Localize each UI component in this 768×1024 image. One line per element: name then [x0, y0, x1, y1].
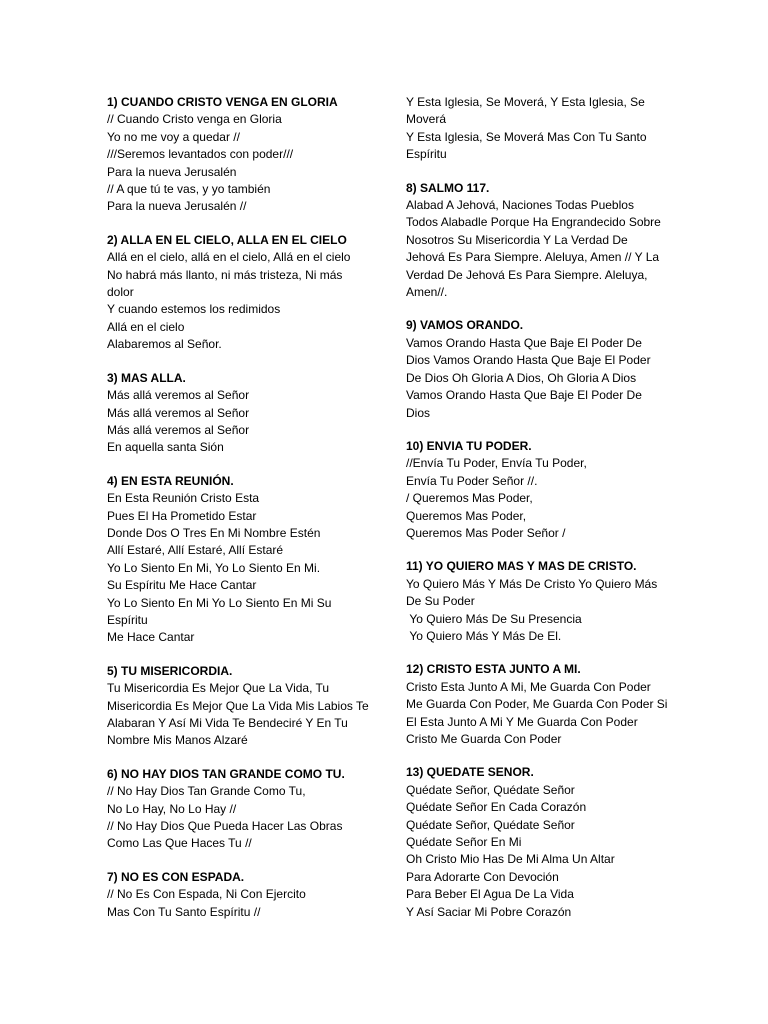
song-title: 9) VAMOS ORANDO.	[406, 318, 524, 333]
song-block	[406, 317, 668, 421]
song-title: 8) SALMO 117.	[406, 180, 490, 195]
song-block	[107, 473, 369, 647]
song-title: 5) TU MISERICORDIA.	[107, 663, 233, 678]
right-column	[406, 94, 671, 937]
lyric-line: En aquella santa Sión	[107, 440, 224, 455]
song-block	[107, 370, 369, 457]
lyric-line: Yo Lo Siento En Mi, Yo Lo Siento En Mi.	[107, 560, 321, 575]
lyric-line: Yo Lo Siento En Mi Yo Lo Siento En Mi Su Espíritu	[107, 595, 335, 627]
lyric-line: Yo Quiero Más Y Más De Cristo Yo Quiero Más De Su Poder	[406, 576, 661, 609]
lyric-line: // Cuando Cristo venga en Gloria	[107, 112, 282, 127]
lyric-line: // No Hay Dios Que Pueda Hacer Las Obras	[107, 819, 343, 834]
lyric-line: Para Beber El Agua De La Vida	[406, 887, 574, 902]
song-title: 3) MAS ALLA.	[107, 370, 186, 385]
lyric-line: / Queremos Mas Poder,	[406, 491, 533, 506]
song-block	[406, 438, 668, 542]
lyric-line: Vamos Orando Hasta Que Baje El Poder De Dios Vamos Orando Hasta Que Baje El Poder De Dios Oh Gloria A Dios, Oh Gloria A Dios Vamos Orando Hasta Que Baje El Poder De Dios	[406, 335, 654, 420]
lyric-line: Y Esta Iglesia, Se Moverá, Y Esta Iglesia, Se Moverá	[406, 95, 649, 127]
lyric-line: Más allá veremos al Señor	[107, 422, 250, 437]
lyric-line: Para la nueva Jerusalén //	[107, 199, 247, 214]
lyric-line: Mas Con Tu Santo Espíritu //	[107, 904, 261, 919]
lyric-line: Pues El Ha Prometido Estar	[107, 508, 257, 523]
lyric-line: Allá en el cielo, allá en el cielo, Allá en el cielo	[107, 250, 351, 265]
lyric-line: Más allá veremos al Señor	[107, 405, 250, 420]
lyric-line: Y cuando estemos los redimidos	[107, 302, 281, 317]
song-block	[107, 869, 369, 921]
lyric-line: Queremos Mas Poder,	[406, 508, 527, 523]
lyric-line: No habrá más llanto, ni más tristeza, Ni más dolor	[107, 267, 346, 300]
lyric-line: Me Hace Cantar	[107, 630, 195, 645]
lyric-line: Queremos Mas Poder Señor /	[406, 525, 566, 540]
lyric-line: Alabad A Jehová, Naciones Todas Pueblos Todos Alabadle Porque Ha Engrandecido Sobre Nosotros Su Misericordia Y La Verdad De Jehová Es Para Siempre. Aleluya, Amen // Y La Verdad De Jehová Es Para Siempre. Aleluya, Amen//.	[406, 198, 665, 300]
lyric-line: Cristo Esta Junto A Mi, Me Guarda Con Poder Me Guarda Con Poder, Me Guarda Con Poder Si El Esta Junto A Mi Y Me Guarda Con Poder Cristo Me Guarda Con Poder	[406, 679, 671, 746]
song-title: 2) ALLA EN EL CIELO, ALLA EN EL CIELO	[107, 232, 347, 247]
lyric-line: Oh Cristo Mio Has De Mi Alma Un Altar	[406, 852, 615, 867]
lyric-line: Y Esta Iglesia, Se Moverá Mas Con Tu Santo Espíritu	[406, 129, 650, 162]
lyric-line: Más allá veremos al Señor	[107, 388, 250, 403]
lyric-line: Como Las Que Haces Tu //	[107, 836, 252, 851]
lyric-line: ///Seremos levantados con poder///	[107, 147, 294, 162]
song-block	[107, 94, 369, 216]
song-title: 10) ENVIA TU PODER.	[406, 438, 532, 453]
lyric-line: Donde Dos O Tres En Mi Nombre Estén	[107, 525, 321, 540]
lyric-line: Quédate Señor, Quédate Señor	[406, 782, 575, 797]
lyric-line: // No Es Con Espada, Ni Con Ejercito	[107, 887, 306, 902]
song-title: 11) YO QUIERO MAS Y MAS DE CRISTO.	[406, 559, 637, 574]
lyric-line: Alabaremos al Señor.	[107, 337, 222, 352]
song-block	[406, 764, 668, 921]
song-block	[107, 663, 372, 750]
song-title: 13) QUEDATE SENOR.	[406, 765, 534, 780]
lyric-line: Para Adorarte Con Devoción	[406, 869, 559, 884]
lyric-line: Allí Estaré, Allí Estaré, Allí Estaré	[107, 543, 284, 558]
song-title: 1) CUANDO CRISTO VENGA EN GLORIA	[107, 95, 338, 109]
lyric-line: //Envía Tu Poder, Envía Tu Poder,	[406, 456, 587, 471]
left-column	[107, 94, 372, 937]
song-title: 6) NO HAY DIOS TAN GRANDE COMO TU.	[107, 766, 345, 781]
lyric-line: Yo Quiero Más Y Más De El.	[406, 628, 562, 643]
lyric-line: // A que tú te vas, y yo también	[107, 182, 271, 197]
lyric-line: Yo Quiero Más De Su Presencia	[406, 611, 582, 626]
lyric-line: Para la nueva Jerusalén	[107, 164, 237, 179]
lyric-line: // No Hay Dios Tan Grande Como Tu,	[107, 784, 306, 799]
lyric-line: Yo no me voy a quedar //	[107, 129, 240, 144]
song-title: 4) EN ESTA REUNIÓN.	[107, 473, 234, 488]
lyric-line: En Esta Reunión Cristo Esta	[107, 491, 260, 506]
song-block	[406, 558, 668, 645]
song-block	[406, 94, 668, 164]
lyric-line: Envía Tu Poder Señor //.	[406, 473, 538, 488]
lyric-line: Y Así Saciar Mi Pobre Corazón	[406, 904, 572, 919]
lyric-line: No Lo Hay, No Lo Hay //	[107, 801, 237, 816]
song-block	[406, 661, 671, 748]
song-block	[406, 180, 668, 302]
lyric-line: Allá en el cielo	[107, 319, 185, 334]
lyric-line: Su Espíritu Me Hace Cantar	[107, 578, 257, 593]
lyric-line: Quédate Señor En Mi	[406, 835, 522, 850]
lyric-line: Quédate Señor, Quédate Señor	[406, 817, 575, 832]
lyric-line: Tu Misericordia Es Mejor Que La Vida, Tu Misericordia Es Mejor Que La Vida Mis Labios Te Alabaran Y Así Mi Vida Te Bendeciré Y En Tu Nombre Mis Manos Alzaré	[107, 681, 372, 748]
lyric-line: Quédate Señor En Cada Corazón	[406, 800, 587, 815]
song-block	[107, 766, 369, 853]
song-title: 7) NO ES CON ESPADA.	[107, 869, 245, 884]
song-title: 12) CRISTO ESTA JUNTO A MI.	[406, 662, 581, 677]
song-block	[107, 232, 369, 354]
